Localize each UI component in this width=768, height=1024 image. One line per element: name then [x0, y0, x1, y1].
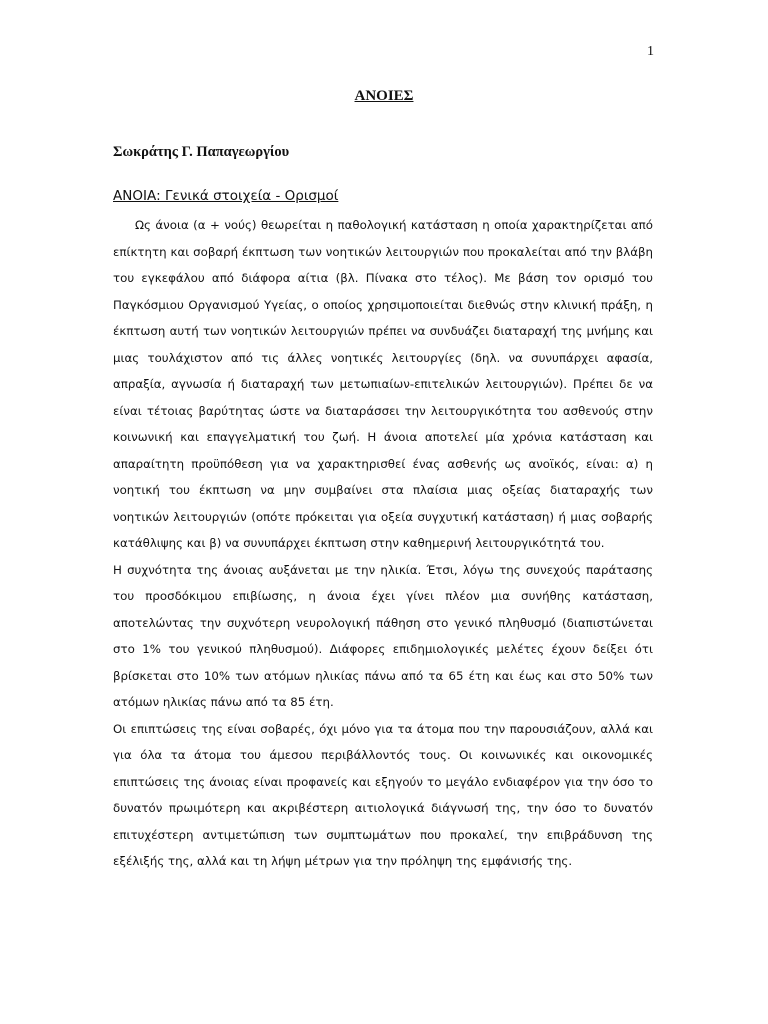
body-text	[113, 212, 653, 875]
document-title: ΑΝΟΙΕΣ	[354, 88, 414, 104]
paragraph-impact: Οι επιπτώσεις της είναι σοβαρές, όχι μόνο για τα άτομα που την παρουσιάζουν, αλλά και για όλα τα άτομα του άμεσου περιβάλλοντός τους. Οι κοινωνικές και οικονομικές επιπτώσεις της άνοιας είναι προφανείς και εξηγούν το μεγάλο ενδιαφέρον για την όσο το δυνατόν πρωιμότερη και ακριβέστερη αιτιολογικά διάγνωσή της, την όσο το δυνατόν επιτυχέστερη αντιμετώπιση των συμπτωμάτων που προκαλεί, την επιβράδυνση της εξέλιξής της, αλλά και τη λήψη μέτρων για την πρόληψη της εμφάνισής της.	[113, 721, 653, 868]
author-name: Σωκράτης Γ. Παπαγεωργίου	[113, 144, 290, 160]
section-heading: ΑΝΟΙΑ: Γενικά στοιχεία - Ορισμοί	[113, 188, 339, 204]
page-number: 1	[647, 44, 654, 59]
paragraph-definition: Ως άνοια (α + νούς) θεωρείται η παθολογική κατάσταση η οποία χαρακτηρίζεται από επίκτητη και σοβαρή έκπτωση των νοητικών λειτουργιών που προκαλείται από την βλάβη του εγκεφάλου από διάφορα αίτια (βλ. Πίνακα στο τέλος). Με βάση τον ορισμό του Παγκόσμιου Οργανισμού Υγείας, ο οποίος χρησιμοποιείται διεθνώς στην κλινική πράξη, η έκπτωση αυτή των νοητικών λειτουργιών πρέπει να συνδυάζει διαταραχή της μνήμης και μιας τουλάχιστον από τις άλλες νοητικές λειτουργίες (δηλ. να συνυπάρχει αφασία, απραξία, αγνωσία ή διαταραχή των μετωπιαίων-επιτελικών λειτουργιών). Πρέπει δε να είναι τέτοιας βαρύτητας ώστε να διαταράσσει την λειτουργικότητα του ασθενούς στην κοινωνική και επαγγελματική του ζωή. Η άνοια αποτελεί μία χρόνια κατάσταση και απαραίτητη προϋπόθεση για να χαρακτηρισθεί ένας ασθενής ως ανοϊκός, είναι: α) η νοητική του έκπτωση να μην συμβαίνει στα πλαίσια μιας οξείας διαταραχής των νοητικών λειτουργιών (οπότε πρόκειται για οξεία συγχυτική κατάσταση) ή μιας σοβαρής κατάθλιψης και β) να συνυπάρχει έκπτωση στην καθημερινή λειτουργικότητά του.	[113, 218, 653, 550]
paragraph-prevalence: Η συχνότητα της άνοιας αυξάνεται με την ηλικία. Έτσι, λόγω της συνεχούς παράτασης του προσδόκιμου επιβίωσης, η άνοια έχει γίνει πλέον μια συνήθης κατάσταση, αποτελώντας την συχνότερη νευρολογική πάθηση στο γενικό πληθυσμό (διαπιστώνεται στο 1% του γενικού πληθυσμού). Διάφορες επιδημιολογικές μελέτες έχουν δείξει ότι βρίσκεται στο 10% των ατόμων ηλικίας πάνω από τα 65 έτη και έως και στο 50% των ατόμων ηλικίας πάνω από τα 85 έτη.	[113, 562, 653, 709]
